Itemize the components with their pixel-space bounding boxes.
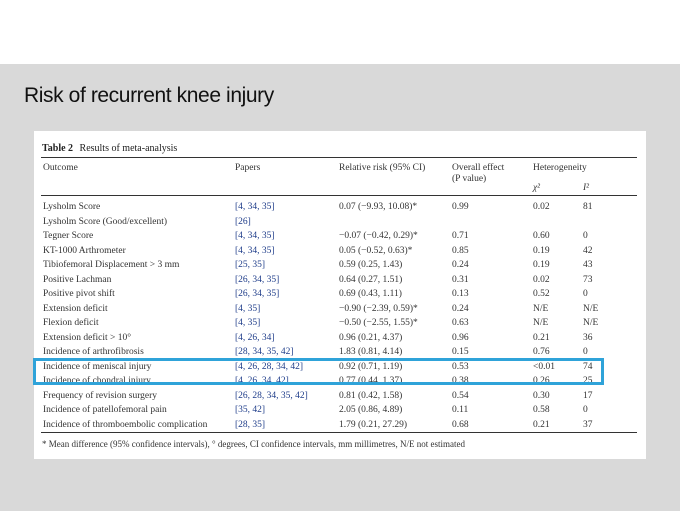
- cell-relative-risk: 0.96 (0.21, 4.37): [339, 332, 403, 343]
- cell-papers: [28, 34, 35, 42]: [235, 347, 294, 357]
- cell-relative-risk: 0.81 (0.42, 1.58): [339, 390, 403, 401]
- cell-papers: [26, 34, 35]: [235, 289, 280, 299]
- table-bottom-rule: [41, 432, 637, 433]
- cell-chi-squared: 0.58: [533, 405, 550, 415]
- cell-relative-risk: 0.77 (0.44, 1.37): [339, 376, 403, 386]
- cell-relative-risk: 1.79 (0.21, 27.29): [339, 419, 408, 430]
- table-row: [41, 217, 637, 228]
- cell-outcome: Extension deficit > 10°: [43, 332, 132, 343]
- cell-p-value: 0.85: [452, 245, 469, 256]
- cell-papers: [25, 35]: [235, 260, 266, 270]
- table-top-rule: [41, 157, 637, 158]
- cell-relative-risk: −0.90 (−2.39, 0.59)*: [339, 303, 418, 314]
- cell-p-value: 0.31: [452, 274, 469, 285]
- cell-chi-squared: 0.02: [533, 202, 550, 212]
- cell-outcome: Extension deficit: [43, 303, 108, 314]
- cell-relative-risk: 0.59 (0.25, 1.43): [339, 260, 403, 270]
- header-i-squared: I²: [583, 183, 590, 193]
- cell-relative-risk: 1.83 (0.81, 4.14): [339, 347, 403, 357]
- cell-papers: [4, 26, 28, 34, 42]: [235, 361, 304, 372]
- cell-i-squared: 0: [583, 231, 588, 241]
- table-label: Table 2: [42, 143, 74, 154]
- cell-p-value: 0.13: [452, 289, 469, 299]
- cell-papers: [26, 34, 35]: [235, 274, 280, 285]
- header-heterogeneity: Heterogeneity: [533, 163, 587, 173]
- cell-outcome: Incidence of arthrofibrosis: [43, 347, 144, 357]
- cell-p-value: 0.53: [452, 361, 469, 372]
- cell-p-value: 0.11: [452, 405, 469, 415]
- cell-i-squared: 25: [583, 376, 593, 386]
- cell-outcome: Tegner Score: [43, 231, 94, 241]
- table-row: [41, 231, 637, 242]
- cell-papers: [26, 28, 34, 35, 42]: [235, 390, 308, 401]
- table-title: [42, 143, 177, 154]
- cell-p-value: 0.63: [452, 318, 469, 328]
- cell-chi-squared: 0.76: [533, 347, 550, 357]
- cell-p-value: 0.68: [452, 419, 469, 430]
- cell-relative-risk: −0.50 (−2.55, 1.55)*: [339, 318, 418, 328]
- cell-relative-risk: 0.69 (0.43, 1.11): [339, 289, 402, 299]
- cell-chi-squared: 0.30: [533, 390, 550, 401]
- cell-i-squared: N/E: [583, 318, 599, 328]
- cell-relative-risk: 0.64 (0.27, 1.51): [339, 274, 403, 285]
- cell-i-squared: 42: [583, 245, 593, 256]
- cell-outcome: Incidence of chondral injury: [43, 376, 151, 386]
- cell-chi-squared: 0.19: [533, 245, 550, 256]
- cell-p-value: 0.24: [452, 260, 469, 270]
- cell-papers: [4, 26, 34]: [235, 332, 275, 343]
- header-papers: Papers: [235, 163, 261, 173]
- cell-papers: [4, 35]: [235, 303, 261, 314]
- cell-chi-squared: 0.19: [533, 260, 550, 270]
- cell-relative-risk: 0.07 (−9.93, 10.08)*: [339, 202, 418, 212]
- cell-relative-risk: 0.05 (−0.52, 0.63)*: [339, 245, 413, 256]
- cell-i-squared: 36: [583, 332, 593, 343]
- cell-i-squared: 43: [583, 260, 593, 270]
- table-row: [41, 347, 637, 358]
- cell-i-squared: 0: [583, 347, 588, 357]
- cell-p-value: 0.71: [452, 231, 469, 241]
- cell-papers: [4, 35]: [235, 318, 261, 328]
- cell-relative-risk: 0.92 (0.71, 1.19): [339, 361, 403, 372]
- cell-i-squared: 0: [583, 289, 588, 299]
- cell-p-value: 0.15: [452, 347, 469, 357]
- cell-i-squared: N/E: [583, 303, 599, 314]
- table-row: [41, 275, 637, 286]
- cell-i-squared: 81: [583, 202, 593, 212]
- table-footnote: * Mean difference (95% confidence intervals), ° degrees, CI confidence intervals, mm millimetres, N/E not estimated: [42, 439, 466, 449]
- table-header-rule: [41, 195, 637, 196]
- header-overall-effect: Overall effect: [452, 163, 505, 173]
- cell-outcome: Lysholm Score (Good/excellent): [43, 216, 167, 227]
- cell-outcome: Positive Lachman: [43, 274, 112, 285]
- cell-chi-squared: N/E: [533, 303, 549, 314]
- cell-chi-squared: 0.21: [533, 419, 550, 430]
- cell-i-squared: 37: [583, 419, 593, 430]
- cell-i-squared: 0: [583, 405, 588, 415]
- table-row: [41, 289, 637, 300]
- header-relative-risk: Relative risk (95% CI): [339, 163, 426, 173]
- cell-p-value: 0.54: [452, 390, 469, 401]
- cell-outcome: Lysholm Score: [43, 202, 101, 212]
- header-overall-effect-sub: (P value): [452, 174, 487, 184]
- highlight-box-meniscal-chondral: [33, 358, 604, 385]
- cell-papers: [4, 34, 35]: [235, 231, 275, 241]
- cell-outcome: Incidence of meniscal injury: [43, 361, 152, 372]
- cell-p-value: 0.96: [452, 332, 469, 343]
- cell-outcome: Incidence of patellofemoral pain: [43, 405, 167, 415]
- cell-outcome: Tibiofemoral Displacement > 3 mm: [43, 260, 180, 270]
- cell-i-squared: 73: [583, 274, 593, 285]
- table-row: [41, 420, 637, 431]
- cell-i-squared: 17: [583, 390, 593, 401]
- table-row: [41, 202, 637, 213]
- cell-papers: [4, 34, 35]: [235, 245, 275, 256]
- cell-chi-squared: N/E: [533, 318, 549, 328]
- table-row: [41, 246, 637, 257]
- cell-chi-squared: <0.01: [533, 361, 555, 372]
- cell-chi-squared: 0.60: [533, 231, 550, 241]
- cell-papers: [28, 35]: [235, 419, 266, 430]
- cell-relative-risk: −0.07 (−0.42, 0.29)*: [339, 231, 418, 241]
- table-caption: Results of meta-analysis: [79, 143, 178, 154]
- header-outcome: Outcome: [43, 163, 78, 173]
- cell-chi-squared: 0.21: [533, 332, 550, 343]
- cell-i-squared: 74: [583, 361, 593, 372]
- cell-chi-squared: 0.26: [533, 376, 550, 386]
- cell-outcome: Incidence of thromboembolic complication: [43, 419, 208, 430]
- cell-p-value: 0.38: [452, 376, 469, 386]
- cell-outcome: Flexion deficit: [43, 318, 99, 328]
- cell-papers: [4, 34, 35]: [235, 202, 275, 212]
- table-image-panel: [34, 131, 646, 459]
- cell-papers: [35, 42]: [235, 405, 266, 415]
- cell-chi-squared: 0.02: [533, 274, 550, 285]
- table-row: [41, 260, 637, 271]
- header-chi-squared: χ²: [533, 183, 541, 193]
- cell-outcome: Positive pivot shift: [43, 289, 115, 299]
- table-row: [41, 391, 637, 402]
- table-row: [41, 318, 637, 329]
- table-row: [41, 405, 637, 416]
- cell-relative-risk: 2.05 (0.86, 4.89): [339, 405, 403, 415]
- cell-p-value: 0.24: [452, 303, 469, 314]
- cell-outcome: KT-1000 Arthrometer: [43, 245, 126, 256]
- cell-papers: [4, 26, 34, 42]: [235, 376, 289, 386]
- cell-outcome: Frequency of revision surgery: [43, 390, 158, 401]
- cell-chi-squared: 0.52: [533, 289, 550, 299]
- cell-p-value: 0.99: [452, 202, 469, 212]
- cell-papers: [26]: [235, 216, 251, 227]
- slide-title: Risk of recurrent knee injury: [24, 84, 274, 107]
- table-row: [41, 304, 637, 315]
- table-row: [41, 333, 637, 344]
